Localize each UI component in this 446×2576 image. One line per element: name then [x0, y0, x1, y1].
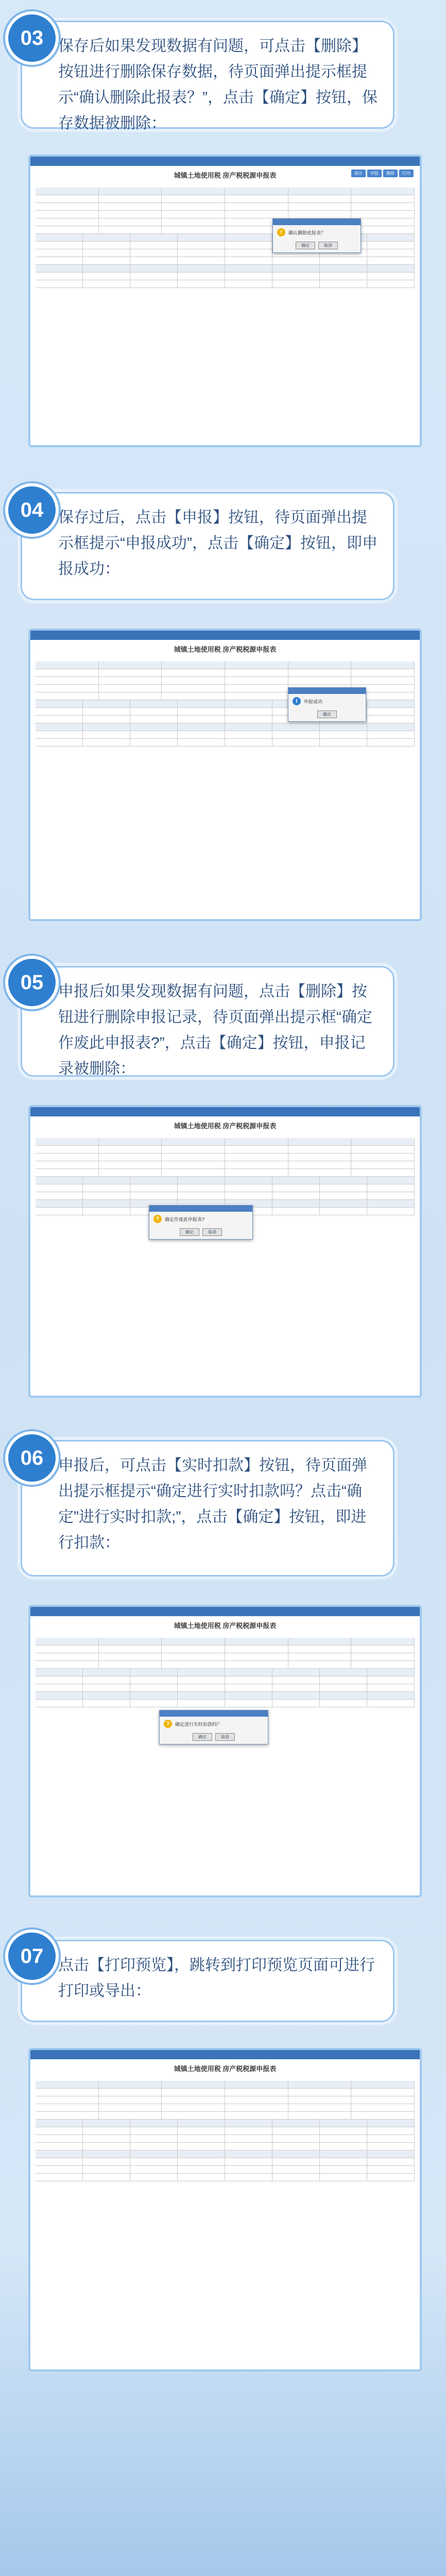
- delete-button[interactable]: 删除: [383, 170, 398, 177]
- declare-button[interactable]: 申报: [367, 170, 382, 177]
- window-titlebar: [30, 631, 420, 640]
- form-grid: [36, 1138, 415, 1215]
- step-description: 申报后如果发现数据有问题，点击【删除】按钮进行删除申报记录，待页面弹出提示框“确定作废此申报表?”，点击【确定】按钮，申报记录被删除：: [21, 966, 394, 1077]
- form-grid: [36, 2081, 415, 2181]
- window-titlebar: [30, 1107, 420, 1116]
- window-titlebar: [30, 2050, 420, 2059]
- dialog-ok-button[interactable]: 确定: [296, 242, 315, 249]
- form-title: 城镇土地使用税 房产税税源申报表: [174, 2065, 277, 2073]
- step-description: 保存过后，点击【申报】按钮，待页面弹出提示框提示“申报成功”，点击【确定】按钮，即申报成功：: [21, 492, 394, 600]
- screenshot-panel: [28, 2048, 422, 2371]
- warning-icon: ?: [153, 1215, 162, 1223]
- warning-icon: ?: [164, 1720, 172, 1728]
- print-button[interactable]: 打印: [399, 170, 414, 177]
- deduction-confirm-dialog: ? 确定进行实时扣款吗？ 确定 取消: [159, 1710, 268, 1744]
- step-description: 点击【打印预览】，跳转到打印预览页面可进行打印或导出：: [21, 1940, 394, 2022]
- dialog-ok-button[interactable]: 确定: [193, 1733, 212, 1741]
- screenshot-panel: [28, 1105, 422, 1398]
- void-confirm-dialog: ? 确定作废此申报表? 确定 取消: [149, 1205, 253, 1240]
- step-number-badge: 04: [5, 483, 59, 537]
- step-description: 保存后如果发现数据有问题，可点击【删除】按钮进行删除保存数据，待页面弹出提示框提示“确认删除此报表？”，点击【确定】按钮，保存数据被删除：: [21, 21, 394, 129]
- form-title: 城镇土地使用税 房产税税源申报表: [174, 646, 277, 653]
- warning-icon: !: [277, 228, 285, 236]
- screenshot-panel: [28, 1605, 422, 1897]
- save-button[interactable]: 保存: [351, 170, 366, 177]
- step-number-badge: 06: [5, 1431, 59, 1485]
- dialog-ok-button[interactable]: 确定: [317, 710, 337, 718]
- form-grid: [36, 1638, 415, 1707]
- screenshot-panel: [28, 629, 422, 921]
- dialog-cancel-button[interactable]: 取消: [202, 1228, 222, 1236]
- form-title: 城镇土地使用税 房产税税源申报表: [174, 1622, 277, 1630]
- dialog-ok-button[interactable]: 确定: [180, 1228, 199, 1236]
- step-number-badge: 05: [5, 956, 59, 1009]
- confirm-dialog: ! 确认删除此报表？ 确定 取消: [272, 218, 361, 253]
- success-dialog: i 申报成功 确定: [288, 687, 366, 722]
- info-icon: i: [293, 697, 301, 705]
- form-toolbar: [350, 168, 414, 177]
- step-number-badge: 03: [5, 11, 59, 65]
- step-description: 申报后，可点击【实时扣款】按钮，待页面弹出提示框提示“确定进行实时扣款吗？点击“确定”进行实时扣款;”，点击【确定】按钮，即进行扣款：: [21, 1440, 394, 1577]
- window-titlebar: [30, 157, 420, 166]
- form-title: 城镇土地使用税 房产税税源申报表: [174, 172, 277, 179]
- screenshot-panel: [28, 155, 422, 447]
- step-number-badge: 07: [5, 1929, 59, 1983]
- dialog-cancel-button[interactable]: 取消: [318, 242, 338, 249]
- window-titlebar: [30, 1607, 420, 1616]
- form-title: 城镇土地使用税 房产税税源申报表: [174, 1122, 277, 1130]
- dialog-cancel-button[interactable]: 取消: [215, 1733, 235, 1741]
